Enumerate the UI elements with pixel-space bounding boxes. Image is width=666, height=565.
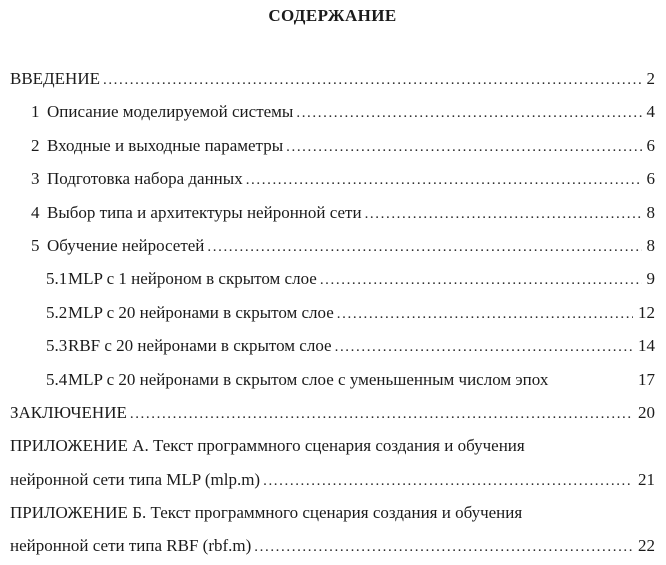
- toc-entry-label: Выбор типа и архитектуры нейронной сети: [47, 202, 362, 222]
- toc-entry-page: 9: [646, 269, 655, 289]
- toc-entry-label: ПРИЛОЖЕНИЕ А. Текст программного сценария создания и обучения: [10, 436, 525, 456]
- toc-entry-label: ВВЕДЕНИЕ: [10, 69, 100, 88]
- toc-entry[interactable]: [10, 262, 655, 295]
- toc-entry-label: Входные и выходные параметры: [47, 135, 284, 155]
- toc-entry[interactable]: [10, 329, 655, 362]
- toc-entry-number: 5: [31, 235, 40, 255]
- toc-entry-page: 4: [646, 102, 655, 122]
- dotted-leader: [335, 329, 633, 364]
- toc-entry[interactable]: [10, 529, 655, 562]
- dotted-leader: [337, 296, 633, 331]
- toc-entry-label: Описание моделируемой системы: [47, 102, 294, 122]
- toc-entry-label: MLP с 20 нейронами в скрытом слое с уменьшенным числом эпох: [68, 369, 549, 389]
- dotted-leader: [320, 262, 642, 297]
- toc-entry-label: ЗАКЛЮЧЕНИЕ: [10, 402, 127, 422]
- toc-entry[interactable]: [10, 129, 655, 162]
- toc-entry-number: 1: [31, 102, 40, 122]
- toc-entry-label: MLP с 1 нейроном в скрытом слое: [68, 269, 317, 289]
- toc-entry[interactable]: [10, 296, 655, 329]
- toc-entry[interactable]: [10, 62, 655, 95]
- dotted-leader: [365, 196, 642, 231]
- dotted-leader: [207, 229, 641, 264]
- toc-entry-page: 6: [646, 135, 655, 155]
- toc-entry[interactable]: [10, 496, 655, 529]
- toc-entry-label: нейронной сети типа MLP (mlp.m): [10, 469, 261, 489]
- toc-entry[interactable]: [10, 463, 655, 496]
- dotted-leader: [263, 463, 633, 498]
- toc-entry-number: 2: [31, 135, 40, 155]
- toc-entry-number: 5.3: [46, 336, 68, 356]
- toc-entry-label: ПРИЛОЖЕНИЕ Б. Текст программного сценария создания и обучения: [10, 503, 523, 523]
- toc-entry[interactable]: [10, 429, 655, 462]
- toc-entry-page: 12: [638, 302, 655, 322]
- toc-entry[interactable]: [10, 95, 655, 128]
- dotted-leader: [286, 129, 641, 164]
- toc-entry[interactable]: [10, 396, 655, 429]
- toc-entry-number: 5.1: [46, 269, 68, 289]
- toc-entry-page: 8: [646, 235, 655, 255]
- toc-entry-page: 20: [638, 402, 655, 422]
- page-title: СОДЕРЖАНИЕ: [268, 6, 397, 25]
- toc-list: [10, 62, 655, 563]
- toc-entry-number: 4: [31, 202, 40, 222]
- toc-entry-number: 5.2: [46, 302, 68, 322]
- dotted-leader: [246, 162, 642, 197]
- toc-entry-label: Подготовка набора данных: [47, 169, 243, 189]
- toc-entry[interactable]: [10, 196, 655, 229]
- dotted-leader: [103, 62, 642, 97]
- toc-entry-label: MLP с 20 нейронами в скрытом слое: [68, 302, 334, 322]
- toc-entry-page: 2: [646, 69, 655, 88]
- dotted-leader: [296, 95, 641, 130]
- toc-entry-page: 22: [638, 536, 655, 556]
- toc-entry[interactable]: [10, 162, 655, 195]
- toc-entry[interactable]: [10, 229, 655, 262]
- toc-entry-page: 6: [646, 169, 655, 189]
- toc-entry-page: 21: [638, 469, 655, 489]
- toc-entry[interactable]: [10, 363, 655, 396]
- toc-entry-number: 5.4: [46, 369, 68, 389]
- toc-entry-page: 8: [646, 202, 655, 222]
- toc-entry-label: RBF с 20 нейронами в скрытом слое: [68, 336, 332, 356]
- dotted-leader: [130, 396, 633, 431]
- toc-entry-page: 14: [638, 336, 655, 356]
- dotted-leader: [254, 529, 633, 564]
- toc-entry-label: нейронной сети типа RBF (rbf.m): [10, 536, 252, 556]
- toc-entry-page: 17: [638, 369, 655, 389]
- toc-entry-label: Обучение нейросетей: [47, 235, 205, 255]
- toc-entry-number: 3: [31, 169, 40, 189]
